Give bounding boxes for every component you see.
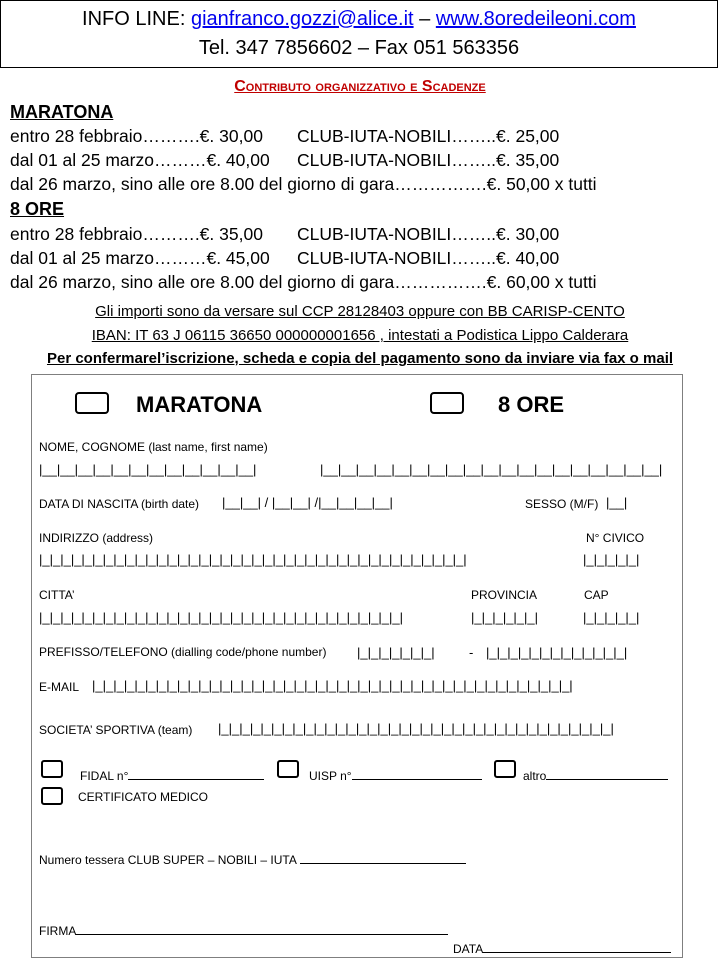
altro-line	[546, 767, 668, 780]
sex-grid[interactable]: |__|	[606, 495, 628, 510]
otto-ore-row-2-right: CLUB-IUTA-NOBILI……..€. 40,00	[297, 248, 560, 268]
info-dash: –	[419, 8, 431, 30]
otto-ore-checkbox[interactable]	[430, 392, 464, 414]
uisp-checkbox[interactable]	[277, 760, 299, 778]
signature-line	[76, 922, 448, 935]
uisp-field[interactable]	[309, 767, 482, 783]
city-grid[interactable]: |_|_|_|_|_|_|_|_|_|_|_|_|_|_|_|_|_|_|_|_|_|_|_|_|_|_|_|_|_|_|_|_|_|_|	[39, 610, 404, 625]
phone-label: PREFISSO/TELEFONO (dialling code/phone number)	[39, 645, 327, 659]
altro-checkbox[interactable]	[494, 760, 516, 778]
birth-date-label: DATA DI NASCITA (birth date)	[39, 497, 200, 511]
address-label: INDIRIZZO (address)	[39, 531, 154, 545]
fidal-label: FIDAL n°	[80, 769, 129, 783]
date-line	[483, 940, 671, 953]
website-link[interactable]: www.8oredeileoni.com	[435, 8, 636, 30]
info-line	[0, 8, 718, 31]
medical-certificate-label: CERTIFICATO MEDICO	[78, 790, 209, 804]
signature-label: FIRMA	[39, 924, 77, 938]
phone-dash: -	[469, 645, 474, 660]
payment-line-1: Gli importi sono da versare sul CCP 28128403 oppure con BB CARISP-CENTO	[95, 303, 625, 320]
date-field[interactable]	[453, 940, 671, 956]
info-prefix: INFO LINE:	[82, 8, 186, 30]
payment-line-2: IBAN: IT 63 J 06115 36650 000000001656 , intestati a Podistica Lippo Calderara	[91, 327, 629, 344]
civic-number-label: N° CIVICO	[586, 531, 645, 545]
birth-date-grid[interactable]: |__|__| / |__|__| /|__|__|__|__|	[222, 495, 393, 510]
maratona-row-2-left: dal 01 al 25 marzo………€. 40,00	[10, 150, 270, 170]
maratona-row-1-right: CLUB-IUTA-NOBILI……..€. 25,00	[297, 126, 560, 146]
otto-ore-heading: 8 ORE	[10, 199, 65, 219]
uisp-line	[352, 767, 482, 780]
club-number-label: Numero tessera CLUB SUPER – NOBILI – IUTA	[39, 853, 297, 867]
team-label: SOCIETA’ SPORTIVA (team)	[39, 723, 193, 737]
name-grid-first[interactable]: |__|__|__|__|__|__|__|__|__|__|__|__|	[39, 462, 257, 477]
maratona-checkbox[interactable]	[75, 392, 109, 414]
cap-label: CAP	[584, 588, 609, 602]
fidal-line	[128, 767, 264, 780]
phone-prefix-grid[interactable]: |_|_|_|_|_|_|_|	[357, 645, 435, 660]
maratona-option-label: MARATONA	[136, 392, 263, 417]
maratona-row-1-left: entro 28 febbraio……….€. 30,00	[10, 126, 263, 146]
otto-ore-full-row: dal 26 marzo, sino alle ore 8.00 del giorno di gara…………….€. 60,00 x tutti	[10, 272, 597, 292]
otto-ore-row-1-left: entro 28 febbraio……….€. 35,00	[10, 224, 263, 244]
cap-grid[interactable]: |_|_|_|_|_|	[583, 610, 640, 625]
confirm-line: Per confermarel’iscrizione, scheda e copia del pagamento sono da inviare via fax o mail	[46, 350, 674, 367]
maratona-heading: MARATONA	[10, 102, 114, 122]
address-grid[interactable]: |_|_|_|_|_|_|_|_|_|_|_|_|_|_|_|_|_|_|_|_|_|_|_|_|_|_|_|_|_|_|_|_|_|_|_|_|_|_|_|_|	[39, 552, 467, 567]
altro-label: altro	[523, 769, 547, 783]
name-label: NOME, COGNOME (last name, first name)	[39, 440, 268, 454]
sex-label: SESSO (M/F)	[525, 497, 599, 511]
phone-number-grid[interactable]: |_|_|_|_|_|_|_|_|_|_|_|_|_|	[486, 645, 628, 660]
otto-ore-option-label: 8 ORE	[498, 392, 565, 417]
team-grid[interactable]: |_|_|_|_|_|_|_|_|_|_|_|_|_|_|_|_|_|_|_|_|_|_|_|_|_|_|_|_|_|_|_|_|_|_|_|_|_|	[218, 721, 614, 736]
fidal-field[interactable]	[80, 767, 264, 783]
phone-fax-line: Tel. 347 7856602 – Fax 051 563356	[198, 37, 520, 59]
otto-ore-row-2-left: dal 01 al 25 marzo………€. 45,00	[10, 248, 270, 268]
maratona-full-row: dal 26 marzo, sino alle ore 8.00 del giorno di gara…………….€. 50,00 x tutti	[10, 174, 597, 194]
signature-field[interactable]	[39, 922, 448, 938]
city-label: CITTA’	[39, 588, 75, 602]
fees-title: Contributo organizzativo e Scadenze	[234, 78, 486, 95]
medical-certificate-checkbox[interactable]	[41, 787, 63, 805]
email-label: E-MAIL	[39, 680, 80, 694]
province-label: PROVINCIA	[471, 588, 538, 602]
otto-ore-row-1-right: CLUB-IUTA-NOBILI……..€. 30,00	[297, 224, 560, 244]
altro-field[interactable]	[523, 767, 668, 783]
name-grid-last[interactable]: |__|__|__|__|__|__|__|__|__|__|__|__|__|__|__|__|__|__|__|	[320, 462, 663, 477]
club-number-field[interactable]	[39, 851, 466, 867]
fidal-checkbox[interactable]	[41, 760, 63, 778]
province-grid[interactable]: |_|_|_|_|_|_|	[471, 610, 539, 625]
email-link[interactable]: gianfranco.gozzi@alice.it	[190, 8, 414, 30]
uisp-label: UISP n°	[309, 769, 352, 783]
club-number-line	[300, 851, 466, 864]
date-label: DATA	[453, 942, 484, 956]
civic-number-grid[interactable]: |_|_|_|_|_|	[583, 552, 640, 567]
maratona-row-2-right: CLUB-IUTA-NOBILI……..€. 35,00	[297, 150, 560, 170]
email-grid[interactable]: |_|_|_|_|_|_|_|_|_|_|_|_|_|_|_|_|_|_|_|_|_|_|_|_|_|_|_|_|_|_|_|_|_|_|_|_|_|_|_|_|_|_|_|_|_|	[92, 678, 573, 693]
